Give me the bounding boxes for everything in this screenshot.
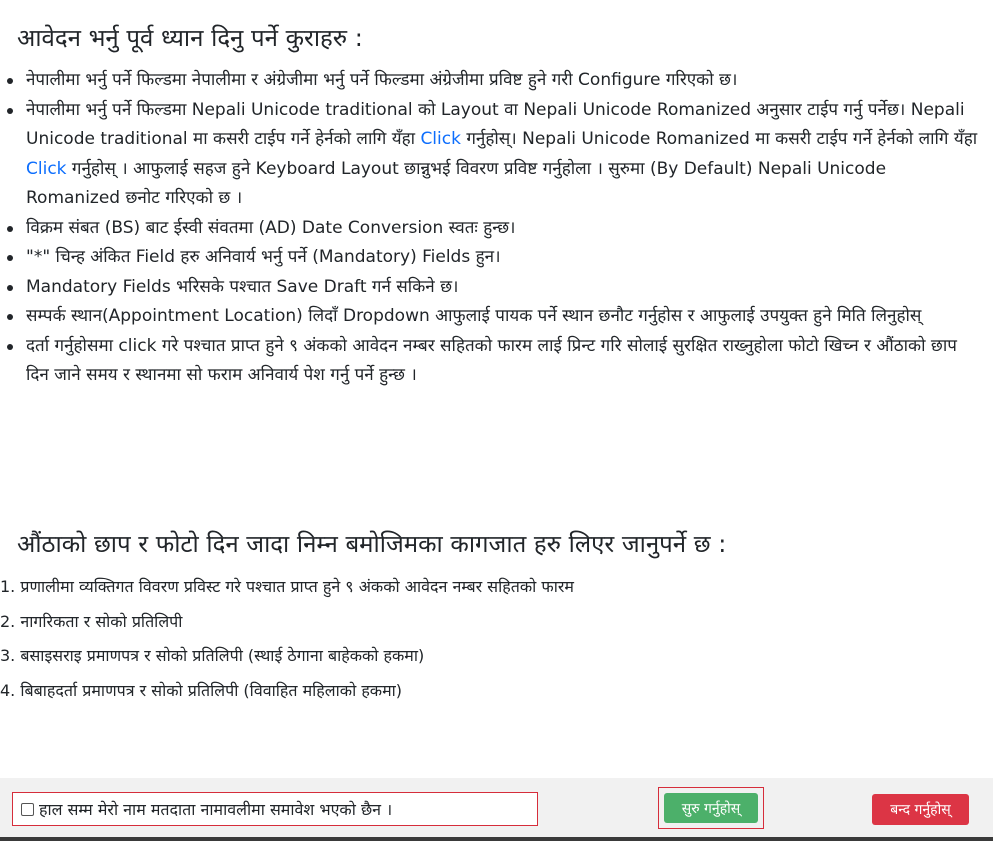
list-item: 4. बिबाहदर्ता प्रमाणपत्र र सोको प्रतिलिपी (विवाहित महिलाको हकमा) [0,680,403,700]
traditional-layout-click-link[interactable]: Click [420,129,461,149]
consent-label: हाल सम्म मेरो नाम मतदाता नामावलीमा समावेश भएको छैन । [39,800,393,819]
start-button-highlight [658,787,764,829]
list-item: "*" चिन्ह अंकित Field हरु अनिवार्य भर्नु पर्ने (Mandatory) Fields हुन। [26,243,985,273]
list-item: विक्रम संबत (BS) बाट ईस्वी संवतमा (AD) Date Conversion स्वतः हुन्छ। [26,214,985,244]
list-item: दर्ता गर्नुहोसमा click गरे पश्चात प्राप्त हुने ९ अंकको आवेदन नम्बर सहितको फारम लाई प्रिन्ट गरि सोलाई सुरक्षित राख्नुहोला फोटो खिच्न र औंठाको छाप दिन जाने समय र स्थानमा सो फराम अनिवार्य पेश गर्नु पर्ने हुन्छ । [26,332,985,391]
list-item: सम्पर्क स्थान(Appointment Location) लिदाँ Dropdown आफुलाई पायक पर्ने स्थान छनौट गर्नुहोस र आफुलाई उपयुक्त हुने मिति लिनुहोस् [26,302,985,332]
list-item-text: नेपालीमा भर्नु पर्ने फिल्डमा Nepali Unicode traditional को Layout वा Nepali Unicode Romanized अनुसार टाईप गर्नु पर्नेछ। Nepali Unicode traditional मा कसरी टाईप गर्ने हेर्नको लागि यँहा [26,99,965,149]
start-button[interactable]: सुरु गर्नुहोस् [664,793,758,823]
list-item: Mandatory Fields भरिसके पश्चात Save Draft गर्न सकिने छ। [26,273,985,303]
list-item-text: गर्नुहोस्। Nepali Unicode Romanized मा कसरी टाईप गर्ने हेर्नको लागि यँहा [460,129,978,149]
close-button[interactable]: बन्द गर्नुहोस् [872,794,969,825]
list-item [26,96,985,214]
list-item-text: गर्नुहोस् । आफुलाई सहज हुने Keyboard Layout छान्नुभई विवरण प्रविष्ट गर्नुहोला । सुरुमा (By Default) Nepali Unicode Romanized छनोट गरिएको छ । [26,158,887,208]
not-in-voter-list-consent[interactable] [12,792,538,826]
not-in-voter-list-checkbox[interactable] [21,803,34,816]
instructions-list [0,66,985,391]
list-item: 2. नागरिकता र सोको प्रतिलिपी [0,611,183,631]
list-item: 3. बसाइसराइ प्रमाणपत्र र सोको प्रतिलिपी (स्थाई ठेगाना बाहेकको हकमा) [0,646,425,665]
documents-title: औंठाको छाप र फोटो दिन जादा निम्न बमोजिमका कागजात हरु लिएर जानुपर्ने छ : [17,530,727,558]
instructions-title: आवेदन भर्नु पूर्व ध्यान दिनु पर्ने कुराहरु : [17,24,363,52]
romanized-layout-click-link[interactable]: Click [26,158,67,179]
footer-bar [0,778,993,841]
list-item: नेपालीमा भर्नु पर्ने फिल्डमा नेपालीमा र अंग्रेजीमा भर्नु पर्ने फिल्डमा अंग्रेजीमा प्रविष्ट हुने गरी Configure गरिएको छ। [26,66,985,96]
documents-list [0,570,985,708]
list-item: 1. प्रणालीमा व्यक्तिगत विवरण प्रविस्ट गरे पश्चात प्राप्त हुने ९ अंकको आवेदन नम्बर सहितको फारम [0,577,574,596]
